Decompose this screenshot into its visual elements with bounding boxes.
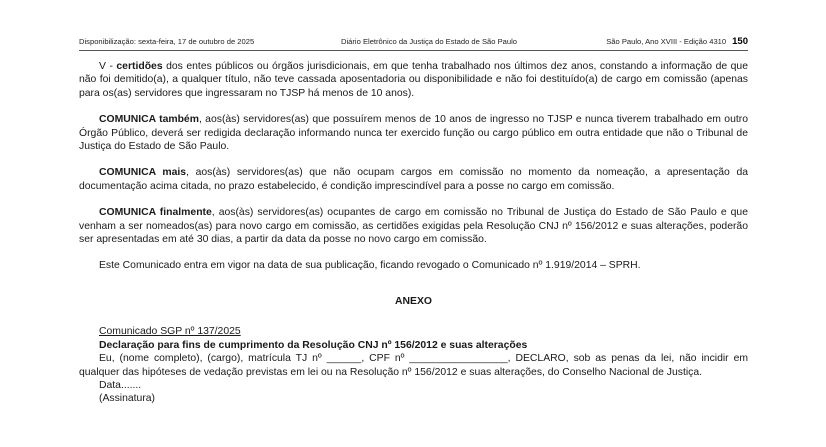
edition-info bbox=[606, 35, 748, 49]
annex-declaration-body: Eu, (nome completo), (cargo), matrícula TJ nº ______, CPF nº _________________, DECLARO, sob as penas da lei, não incidir em qualquer das hipóteses de vedação previstas em lei ou na Resolução nº 156/2012 e suas alterações, do Conselho Nacional de Justiça. bbox=[79, 353, 748, 378]
p4-bold: COMUNICA finalmente bbox=[99, 207, 212, 219]
paragraph-comunica-tambem bbox=[79, 113, 748, 153]
p1-prefix: V - bbox=[99, 61, 117, 72]
annex-date: Data....... bbox=[99, 379, 142, 391]
edition-text: São Paulo, Ano XVIII - Edição 4310 bbox=[606, 37, 727, 46]
annex-heading: Declaração para fins de cumprimento da Resolução CNJ nº 156/2012 e suas alterações bbox=[99, 339, 528, 351]
p3-text: , aos(às) servidores(as) que não ocupam cargos em comissão no momento da nomeação, a apresentação da documentação acima citada, no prazo estabelecido, é condição imprescindível para a posse no cargo em comissão. bbox=[79, 167, 748, 192]
document-body bbox=[79, 60, 748, 406]
annex-section bbox=[79, 325, 748, 405]
paragraph-comunica-mais bbox=[79, 166, 748, 193]
annex-reference: Comunicado SGP nº 137/2025 bbox=[99, 326, 241, 338]
p1-bold: certidões bbox=[116, 61, 163, 72]
p3-bold: COMUNICA mais bbox=[99, 167, 187, 179]
p2-bold: COMUNICA também bbox=[99, 114, 199, 126]
paragraph-vigencia: Este Comunicado entra em vigor na data de sua publicação, ficando revogado o Comunicado nº 1.919/2014 – SPRH. bbox=[99, 260, 641, 272]
annex-signature: (Assinatura) bbox=[99, 393, 156, 405]
header-divider bbox=[79, 50, 748, 51]
paragraph-certidoes bbox=[79, 60, 748, 100]
publication-date: Disponibilização: sexta-feira, 17 de outubro de 2025 bbox=[79, 37, 255, 46]
paragraph-comunica-finalmente bbox=[79, 206, 748, 246]
page-header bbox=[79, 35, 748, 49]
p2-text: , aos(às) servidores(as) que possuírem menos de 10 anos de ingresso no TJSP e nunca tiverem trabalhado em outro Órgão Público, deverá ser redigida declaração informando nunca ter exercido função ou cargo público em outra entidade que não o Tribunal de Justiça do Estado de São Paulo. bbox=[79, 114, 748, 153]
annex-title: ANEXO bbox=[395, 295, 432, 307]
p4-text: , aos(às) servidores(as) ocupantes de cargo em comissão no Tribunal de Justiça do Estado de São Paulo e que venham a ser nomeados(as) para novo cargo em comissão, as certidões exigidas pela Resolução CNJ nº 156/2012 e suas alterações, poderão ser apresentadas em até 30 dias, a partir da data da posse no novo cargo em comissão. bbox=[79, 207, 748, 246]
journal-title: Diário Eletrônico da Justiça do Estado de São Paulo bbox=[341, 37, 518, 46]
p1-text: dos entes públicos ou órgãos jurisdicionais, em que tenha trabalhado nos últimos dez anos, constando a informação de que não foi demitido(a), a qualquer título, não teve cassada aposentadoria ou disponibilidade e não foi destituído(a) de cargo em comissão (apenas para os(as) servidores que ingressaram no TJSP há menos de 10 anos). bbox=[79, 61, 748, 99]
page-number: 150 bbox=[732, 36, 748, 47]
